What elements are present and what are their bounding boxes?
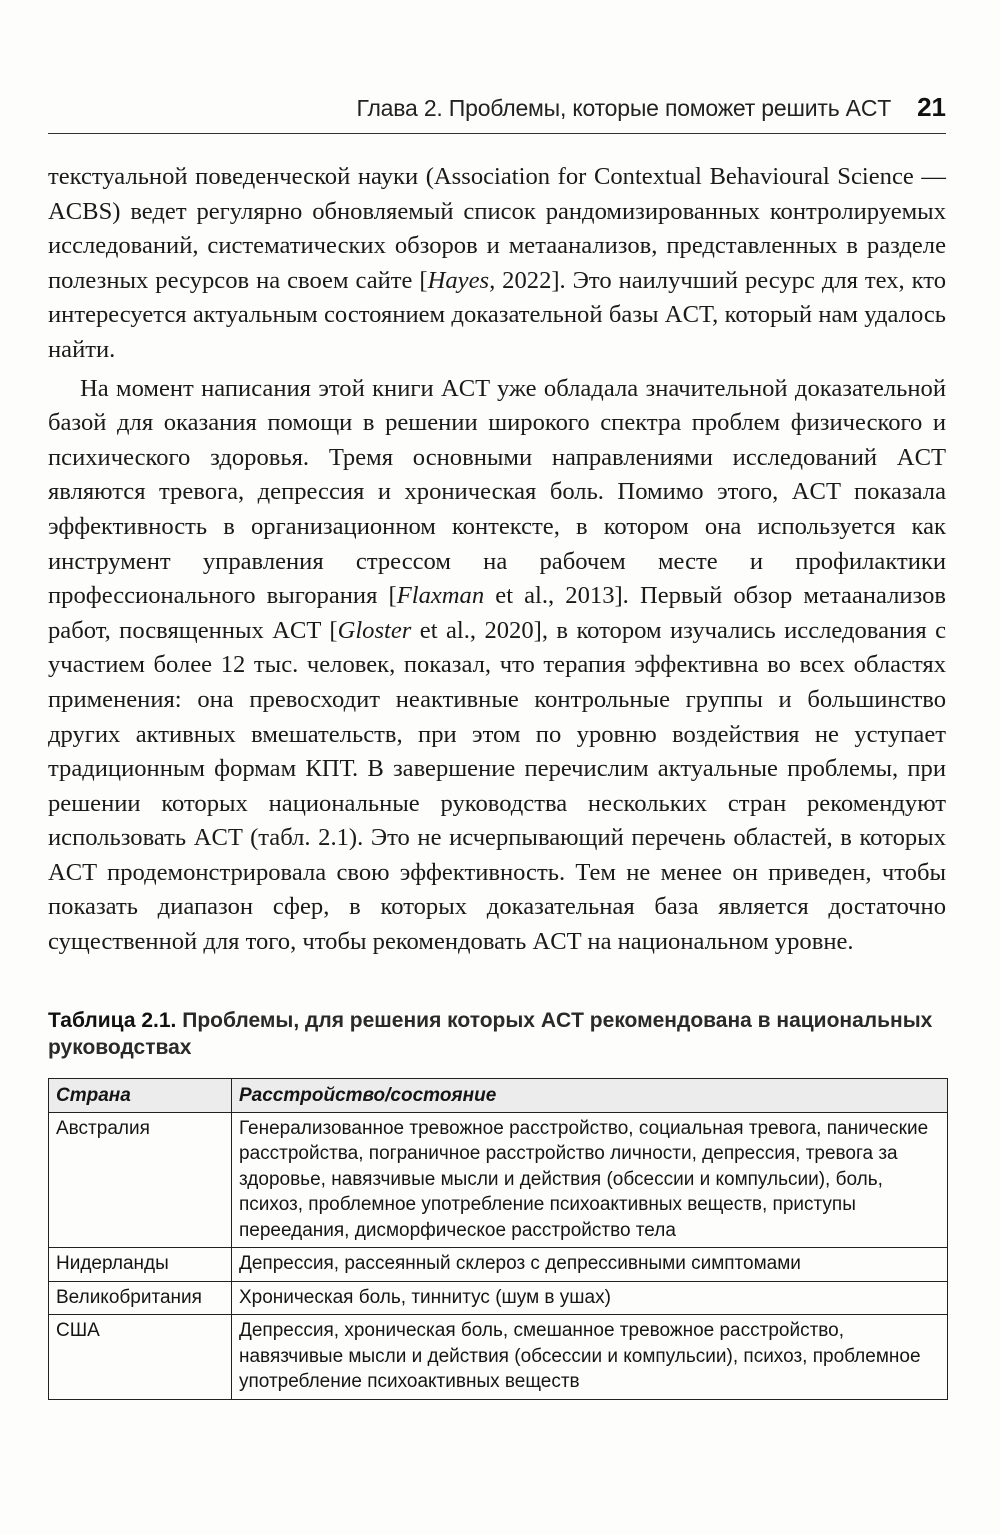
cell-conditions: Депрессия, рассеянный склероз с депрессивными симптомами	[232, 1248, 948, 1282]
table-row	[49, 1112, 948, 1248]
p2-text-1: На момент написания этой книги ACT уже обладала значительной доказательной базой для оказания помощи в решении широкого спектра проблем физического и психического здоровья. Тремя основными направлениями исследований ACT являются тревога, депрессия и хроническая боль. Помимо этого, ACT показала эффективность в организационном контексте, в котором она используется как инструмент управления стрессом на рабочем месте и профилактики профессионального выгорания [	[48, 374, 946, 610]
page-number: 21	[917, 92, 946, 122]
table-row	[49, 1281, 948, 1315]
cell-country: Австралия	[49, 1112, 232, 1248]
p2-citation-flaxman: Flaxman	[396, 582, 485, 610]
paragraph-1	[48, 160, 946, 368]
p2-text-3: et al., 2020], в котором изучались исследования с участием более 12 тыс. человек, показал, что терапия эффективна во всех областях применения: она превосходит неактивные контрольные группы и большинство других активных вмешательств, при этом по уровню воздействия не уступает традиционным формам КПТ. В завершение перечислим актуальные проблемы, при решении которых национальные руководства нескольких стран рекомендуют использовать ACT (табл. 2.1). Это не исчерпывающий перечень областей, в которых ACT продемонстрировала свою эффективность. Тем не менее он приведен, чтобы показать диапазон сфер, в которых доказательная база является достаточно существенной для того, чтобы рекомендовать ACT на национальном уровне.	[48, 616, 946, 956]
table-caption	[48, 1007, 946, 1061]
p1-citation-hayes: Hayes,	[427, 266, 496, 294]
p1-text-2: 2022]. Это наилучший ресурс для тех, кто интересуется актуальным состоянием доказательной базы ACT, который нам удалось найти.	[48, 266, 946, 363]
cell-country: Великобритания	[49, 1281, 232, 1315]
table-caption-text: Проблемы, для решения которых ACT рекомендована в национальных руководствах	[48, 1009, 933, 1059]
chapter-title: Глава 2. Проблемы, которые поможет решить ACT	[356, 95, 892, 121]
table-caption-label: Таблица 2.1.	[48, 1009, 177, 1032]
cell-country: Нидерланды	[49, 1248, 232, 1282]
paragraph-2	[48, 372, 946, 960]
table-row	[49, 1248, 948, 1282]
header-country: Страна	[49, 1079, 232, 1113]
p2-text-2: et al., 2013]. Первый обзор метаанализов работ, посвященных ACT [	[48, 582, 947, 644]
body-text	[48, 160, 946, 960]
recommendations-table	[48, 1078, 948, 1400]
p1-text-1: текстуальной поведенческой науки (Association for Contextual Behavioural Science — ACBS) ведет регулярно обновляемый список рандомизированных контролируемых исследований, систематических обзоров и метаанализов, представленных в разделе полезных ресурсов на своем сайте [	[48, 163, 946, 294]
cell-conditions: Генерализованное тревожное расстройство, социальная тревога, панические расстройства, пограничное расстройство личности, депрессия, тревога за здоровье, навязчивые мысли и действия (обсессии и компульсии), боль, психоз, проблемное употребление психоактивных веществ, приступы переедания, дисморфическое расстройство тела	[232, 1112, 948, 1248]
running-head	[48, 92, 946, 123]
cell-conditions: Хроническая боль, тиннитус (шум в ушах)	[232, 1281, 948, 1315]
cell-conditions: Депрессия, хроническая боль, смешанное тревожное расстройство, навязчивые мысли и действия (обсессии и компульсии), психоз, проблемное употребление психоактивных веществ	[232, 1315, 948, 1400]
p2-citation-gloster: Gloster	[337, 616, 412, 644]
header-rule	[48, 133, 946, 134]
table-row	[49, 1315, 948, 1400]
header-condition: Расстройство/состояние	[232, 1079, 948, 1113]
table-header-row	[49, 1079, 948, 1113]
cell-country: США	[49, 1315, 232, 1400]
